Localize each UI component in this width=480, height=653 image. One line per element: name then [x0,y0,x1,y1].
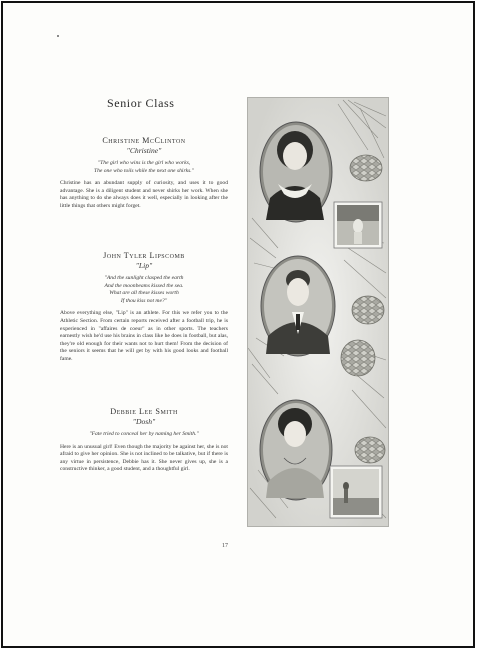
senior-quote [60,160,228,175]
senior-bio: Here is an unusual girl! Even though the majority be against her, she is not afraid to give her opinion. She is not inclined to be talkative, but if there is any virtue in persistence, Debbie has it. She never gives up, she is a constructive thinker, a good student, and a thoughtful girl. [60,443,228,473]
page-number: 17 [222,543,228,549]
quote-line: "Fate tried to conceal her by naming her Smith." [89,431,199,437]
photo-panel [247,97,389,527]
quote-line: What are all these kisses worth [109,290,179,297]
pine-cone-icon [350,155,382,181]
senior-entry-3 [60,407,228,474]
senior-bio: Above everything else, "Lip" is an athlete. For this we refer you to the Athletic Section. From certain reports received after a football trip, he is experienced in "affaires de coeur" as in other sports. The teachers earnestly wish he'd use his brains in class like he does in football, but alas, they're old enough for their wants not to hurt them! From the decision of the seniors it seems that he will get by with his good looks and football fame. [60,310,228,362]
quote-line: "The girl who wins is the girl who works, [97,160,191,166]
pine-cone-icon [352,296,384,324]
quote-line: If thou kiss not me?" [120,297,168,304]
senior-name: John Tyler Lipscomb [103,251,185,260]
page-title: Senior Class [107,96,175,110]
page-speck [57,35,59,37]
senior-quote [60,431,228,439]
senior-entry-1 [60,136,228,211]
pine-cone-icon [355,437,385,463]
quote-line: And the moonbeams kissed the sea. [104,282,184,289]
senior-entry-2 [60,251,228,364]
senior-name: Debbie Lee Smith [110,407,178,416]
portrait-john [261,256,335,356]
senior-nickname: "Christine" [126,146,162,155]
senior-nickname: "Lip" [135,261,153,270]
senior-bio: Christine has an abundant supply of curiosity, and uses it to good advantage. She is a diligent student and never shirks her work. When she has anything to do she always does it well, especially in looking after the little things that others might forget. [60,180,228,209]
quote-line: "And the sunlight clasped the earth [104,275,184,281]
senior-name: Christine McClinton [102,136,186,145]
portrait-christine [260,122,332,222]
photo-panel-art [248,98,388,526]
pine-cone-icon [341,340,375,376]
snapshot-photo-2 [330,466,382,518]
quote-line: The one who toils while the next one shirks." [93,167,195,174]
senior-nickname: "Dosh" [132,417,156,426]
portrait-debbie [260,400,332,500]
snapshot-photo-1 [334,202,382,248]
senior-quote [60,275,228,305]
